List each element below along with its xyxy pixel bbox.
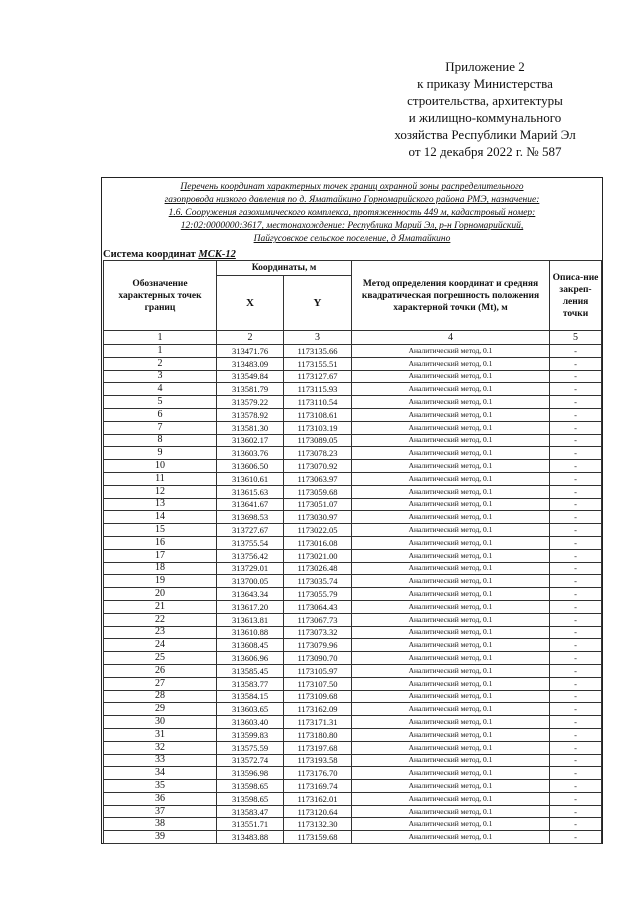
method-cell: Аналитический метод, 0.1 xyxy=(352,345,550,358)
header-line: хозяйства Республики Марий Эл xyxy=(394,127,576,142)
method-cell: Аналитический метод, 0.1 xyxy=(352,472,550,485)
table-row xyxy=(104,524,602,537)
description-cell: - xyxy=(550,511,602,524)
y-cell: 1173070.92 xyxy=(284,460,352,473)
point-cell: 28 xyxy=(104,690,217,703)
method-cell: Аналитический метод, 0.1 xyxy=(352,536,550,549)
x-cell: 313698.53 xyxy=(217,511,284,524)
point-cell: 18 xyxy=(104,562,217,575)
description-cell: - xyxy=(550,780,602,793)
table-row xyxy=(104,652,602,665)
table-row xyxy=(104,549,602,562)
x-cell: 313615.63 xyxy=(217,485,284,498)
header-coords: Координаты, м xyxy=(217,261,352,276)
coordinate-system-label: Система координат xyxy=(103,249,196,260)
y-cell: 1173108.61 xyxy=(284,408,352,421)
point-cell: 26 xyxy=(104,664,217,677)
x-cell: 313585.45 xyxy=(217,664,284,677)
table-row xyxy=(104,600,602,613)
method-cell: Аналитический метод, 0.1 xyxy=(352,485,550,498)
x-cell: 313549.84 xyxy=(217,370,284,383)
method-cell: Аналитический метод, 0.1 xyxy=(352,447,550,460)
table-row xyxy=(104,434,602,447)
point-cell: 24 xyxy=(104,639,217,652)
x-cell: 313596.98 xyxy=(217,767,284,780)
x-cell: 313643.34 xyxy=(217,588,284,601)
x-cell: 313603.40 xyxy=(217,716,284,729)
description-cell: - xyxy=(550,575,602,588)
point-cell: 8 xyxy=(104,434,217,447)
x-cell: 313617.20 xyxy=(217,600,284,613)
point-cell: 2 xyxy=(104,357,217,370)
description-cell: - xyxy=(550,434,602,447)
point-cell: 32 xyxy=(104,741,217,754)
point-cell: 17 xyxy=(104,549,217,562)
description-cell: - xyxy=(550,345,602,358)
point-cell: 16 xyxy=(104,536,217,549)
method-cell: Аналитический метод, 0.1 xyxy=(352,767,550,780)
description-cell: - xyxy=(550,805,602,818)
table-row xyxy=(104,792,602,805)
table-row xyxy=(104,498,602,511)
table-row xyxy=(104,767,602,780)
header-point: Обозначение характерных точек границ xyxy=(104,261,217,331)
x-cell: 313572.74 xyxy=(217,754,284,767)
x-cell: 313583.47 xyxy=(217,805,284,818)
method-cell: Аналитический метод, 0.1 xyxy=(352,562,550,575)
table-row xyxy=(104,805,602,818)
y-cell: 1173063.97 xyxy=(284,472,352,485)
x-cell: 313602.17 xyxy=(217,434,284,447)
description-cell: - xyxy=(550,524,602,537)
table-row xyxy=(104,447,602,460)
method-cell: Аналитический метод, 0.1 xyxy=(352,408,550,421)
x-cell: 313578.92 xyxy=(217,408,284,421)
method-cell: Аналитический метод, 0.1 xyxy=(352,741,550,754)
point-cell: 9 xyxy=(104,447,217,460)
table-row xyxy=(104,357,602,370)
x-cell: 313756.42 xyxy=(217,549,284,562)
method-cell: Аналитический метод, 0.1 xyxy=(352,792,550,805)
header-line: от 12 декабря 2022 г. № 587 xyxy=(408,144,562,159)
table-row xyxy=(104,408,602,421)
description-cell: - xyxy=(550,690,602,703)
point-cell: 3 xyxy=(104,370,217,383)
table-caption xyxy=(108,181,596,246)
point-cell: 13 xyxy=(104,498,217,511)
point-cell: 35 xyxy=(104,780,217,793)
method-cell: Аналитический метод, 0.1 xyxy=(352,639,550,652)
table-row xyxy=(104,664,602,677)
method-cell: Аналитический метод, 0.1 xyxy=(352,370,550,383)
y-cell: 1173162.09 xyxy=(284,703,352,716)
point-cell: 7 xyxy=(104,421,217,434)
table-row xyxy=(104,460,602,473)
table-row xyxy=(104,511,602,524)
description-cell: - xyxy=(550,498,602,511)
x-cell: 313610.61 xyxy=(217,472,284,485)
y-cell: 1173021.00 xyxy=(284,549,352,562)
caption-line: 12:02:0000000:3617, местонахождение: Республика Марий Эл, р-н Горномарийский, xyxy=(180,221,524,231)
y-cell: 1173132.30 xyxy=(284,818,352,831)
x-cell: 313583.77 xyxy=(217,677,284,690)
y-cell: 1173169.74 xyxy=(284,780,352,793)
y-cell: 1173073.32 xyxy=(284,626,352,639)
description-cell: - xyxy=(550,421,602,434)
y-cell: 1173155.51 xyxy=(284,357,352,370)
table-row xyxy=(104,626,602,639)
method-cell: Аналитический метод, 0.1 xyxy=(352,575,550,588)
header-description: Описа-ние закреп-ления точки xyxy=(550,261,602,331)
x-cell: 313755.54 xyxy=(217,536,284,549)
y-cell: 1173089.05 xyxy=(284,434,352,447)
point-cell: 4 xyxy=(104,383,217,396)
point-cell: 19 xyxy=(104,575,217,588)
method-cell: Аналитический метод, 0.1 xyxy=(352,460,550,473)
method-cell: Аналитический метод, 0.1 xyxy=(352,664,550,677)
table-row xyxy=(104,728,602,741)
table-row xyxy=(104,741,602,754)
table-row xyxy=(104,485,602,498)
col-number: 2 xyxy=(217,331,284,345)
table-row xyxy=(104,536,602,549)
x-cell: 313608.45 xyxy=(217,639,284,652)
point-cell: 20 xyxy=(104,588,217,601)
y-cell: 1173051.07 xyxy=(284,498,352,511)
x-cell: 313483.09 xyxy=(217,357,284,370)
header-x: X xyxy=(217,276,284,331)
description-cell: - xyxy=(550,600,602,613)
y-cell: 1173055.79 xyxy=(284,588,352,601)
table-row xyxy=(104,421,602,434)
point-cell: 5 xyxy=(104,396,217,409)
point-cell: 12 xyxy=(104,485,217,498)
point-cell: 38 xyxy=(104,818,217,831)
coordinate-system-value: МСК-12 xyxy=(198,249,236,260)
y-cell: 1173105.97 xyxy=(284,664,352,677)
header-line: и жилищно-коммунального xyxy=(408,110,562,125)
method-cell: Аналитический метод, 0.1 xyxy=(352,818,550,831)
x-cell: 313575.59 xyxy=(217,741,284,754)
table-row xyxy=(104,780,602,793)
method-cell: Аналитический метод, 0.1 xyxy=(352,383,550,396)
y-cell: 1173176.70 xyxy=(284,767,352,780)
description-cell: - xyxy=(550,549,602,562)
header-line: Приложение 2 xyxy=(445,59,525,74)
method-cell: Аналитический метод, 0.1 xyxy=(352,716,550,729)
method-cell: Аналитический метод, 0.1 xyxy=(352,780,550,793)
point-cell: 15 xyxy=(104,524,217,537)
method-cell: Аналитический метод, 0.1 xyxy=(352,690,550,703)
description-cell: - xyxy=(550,588,602,601)
table-row xyxy=(104,396,602,409)
point-cell: 1 xyxy=(104,345,217,358)
x-cell: 313603.76 xyxy=(217,447,284,460)
y-cell: 1173197.68 xyxy=(284,741,352,754)
point-cell: 14 xyxy=(104,511,217,524)
table-row xyxy=(104,703,602,716)
col-number: 1 xyxy=(104,331,217,345)
table-body xyxy=(104,345,602,844)
method-cell: Аналитический метод, 0.1 xyxy=(352,703,550,716)
description-cell: - xyxy=(550,626,602,639)
table-row xyxy=(104,818,602,831)
table-row xyxy=(104,690,602,703)
x-cell: 313598.65 xyxy=(217,780,284,793)
col-number: 4 xyxy=(352,331,550,345)
point-cell: 21 xyxy=(104,600,217,613)
point-cell: 33 xyxy=(104,754,217,767)
caption-line: Пайгусовское сельское поселение, д Яматайкино xyxy=(253,234,451,244)
method-cell: Аналитический метод, 0.1 xyxy=(352,524,550,537)
y-cell: 1173109.68 xyxy=(284,690,352,703)
y-cell: 1173059.68 xyxy=(284,485,352,498)
description-cell: - xyxy=(550,741,602,754)
method-cell: Аналитический метод, 0.1 xyxy=(352,600,550,613)
description-cell: - xyxy=(550,831,602,844)
description-cell: - xyxy=(550,677,602,690)
point-cell: 22 xyxy=(104,613,217,626)
y-cell: 1173107.50 xyxy=(284,677,352,690)
point-cell: 34 xyxy=(104,767,217,780)
table-row xyxy=(104,639,602,652)
method-cell: Аналитический метод, 0.1 xyxy=(352,588,550,601)
caption-line: Перечень координат характерных точек границ охранной зоны распределительного xyxy=(180,182,524,192)
table-row xyxy=(104,472,602,485)
col-number: 3 xyxy=(284,331,352,345)
point-cell: 39 xyxy=(104,831,217,844)
table-row xyxy=(104,370,602,383)
header-line: к приказу Министерства xyxy=(417,76,553,91)
description-cell: - xyxy=(550,792,602,805)
x-cell: 313610.88 xyxy=(217,626,284,639)
method-cell: Аналитический метод, 0.1 xyxy=(352,652,550,665)
coordinates-table xyxy=(103,260,602,844)
x-cell: 313599.83 xyxy=(217,728,284,741)
description-cell: - xyxy=(550,472,602,485)
y-cell: 1173026.48 xyxy=(284,562,352,575)
y-cell: 1173067.73 xyxy=(284,613,352,626)
description-cell: - xyxy=(550,447,602,460)
y-cell: 1173079.96 xyxy=(284,639,352,652)
appendix-header xyxy=(360,58,610,160)
table-row xyxy=(104,562,602,575)
point-cell: 30 xyxy=(104,716,217,729)
description-cell: - xyxy=(550,383,602,396)
point-cell: 37 xyxy=(104,805,217,818)
point-cell: 6 xyxy=(104,408,217,421)
x-cell: 313598.65 xyxy=(217,792,284,805)
col-number: 5 xyxy=(550,331,602,345)
description-cell: - xyxy=(550,754,602,767)
y-cell: 1173078.23 xyxy=(284,447,352,460)
caption-line: 1.6. Сооружения газохимического комплекса, протяженность 449 м, кадастровый номер: xyxy=(168,208,536,218)
table-row xyxy=(104,754,602,767)
x-cell: 313471.76 xyxy=(217,345,284,358)
y-cell: 1173120.64 xyxy=(284,805,352,818)
description-cell: - xyxy=(550,767,602,780)
method-cell: Аналитический метод, 0.1 xyxy=(352,613,550,626)
description-cell: - xyxy=(550,485,602,498)
description-cell: - xyxy=(550,370,602,383)
x-cell: 313606.50 xyxy=(217,460,284,473)
y-cell: 1173035.74 xyxy=(284,575,352,588)
method-cell: Аналитический метод, 0.1 xyxy=(352,805,550,818)
point-cell: 36 xyxy=(104,792,217,805)
y-cell: 1173115.93 xyxy=(284,383,352,396)
description-cell: - xyxy=(550,664,602,677)
table-row xyxy=(104,831,602,844)
method-cell: Аналитический метод, 0.1 xyxy=(352,626,550,639)
description-cell: - xyxy=(550,396,602,409)
coordinate-system xyxy=(103,249,236,260)
y-cell: 1173159.68 xyxy=(284,831,352,844)
y-cell: 1173135.66 xyxy=(284,345,352,358)
description-cell: - xyxy=(550,716,602,729)
table-row xyxy=(104,588,602,601)
description-cell: - xyxy=(550,613,602,626)
method-cell: Аналитический метод, 0.1 xyxy=(352,728,550,741)
method-cell: Аналитический метод, 0.1 xyxy=(352,677,550,690)
method-cell: Аналитический метод, 0.1 xyxy=(352,357,550,370)
point-cell: 11 xyxy=(104,472,217,485)
description-cell: - xyxy=(550,562,602,575)
x-cell: 313641.67 xyxy=(217,498,284,511)
table-row xyxy=(104,613,602,626)
description-cell: - xyxy=(550,639,602,652)
y-cell: 1173110.54 xyxy=(284,396,352,409)
y-cell: 1173016.08 xyxy=(284,536,352,549)
y-cell: 1173127.67 xyxy=(284,370,352,383)
y-cell: 1173180.80 xyxy=(284,728,352,741)
table-row xyxy=(104,383,602,396)
method-cell: Аналитический метод, 0.1 xyxy=(352,831,550,844)
description-cell: - xyxy=(550,408,602,421)
y-cell: 1173064.43 xyxy=(284,600,352,613)
x-cell: 313551.71 xyxy=(217,818,284,831)
method-cell: Аналитический метод, 0.1 xyxy=(352,511,550,524)
header-method: Метод определения координат и средняя квадратическая погрешность положения характерной точки (Mt), м xyxy=(352,261,550,331)
y-cell: 1173103.19 xyxy=(284,421,352,434)
description-cell: - xyxy=(550,703,602,716)
point-cell: 31 xyxy=(104,728,217,741)
y-cell: 1173171.31 xyxy=(284,716,352,729)
description-cell: - xyxy=(550,536,602,549)
table-row xyxy=(104,716,602,729)
x-cell: 313606.96 xyxy=(217,652,284,665)
x-cell: 313579.22 xyxy=(217,396,284,409)
table-row xyxy=(104,345,602,358)
y-cell: 1173090.70 xyxy=(284,652,352,665)
point-cell: 29 xyxy=(104,703,217,716)
x-cell: 313729.01 xyxy=(217,562,284,575)
description-cell: - xyxy=(550,357,602,370)
description-cell: - xyxy=(550,728,602,741)
description-cell: - xyxy=(550,818,602,831)
x-cell: 313727.67 xyxy=(217,524,284,537)
method-cell: Аналитический метод, 0.1 xyxy=(352,498,550,511)
header-line: строительства, архитектуры xyxy=(407,93,563,108)
method-cell: Аналитический метод, 0.1 xyxy=(352,549,550,562)
description-cell: - xyxy=(550,460,602,473)
point-cell: 25 xyxy=(104,652,217,665)
method-cell: Аналитический метод, 0.1 xyxy=(352,396,550,409)
x-cell: 313581.79 xyxy=(217,383,284,396)
table-row xyxy=(104,575,602,588)
description-cell: - xyxy=(550,652,602,665)
method-cell: Аналитический метод, 0.1 xyxy=(352,421,550,434)
point-cell: 27 xyxy=(104,677,217,690)
table-row xyxy=(104,677,602,690)
point-cell: 10 xyxy=(104,460,217,473)
caption-line: газопровода низкого давления по д. Яматайкино Горномарийского района РМЭ, назначение: xyxy=(164,195,540,205)
x-cell: 313581.30 xyxy=(217,421,284,434)
x-cell: 313613.81 xyxy=(217,613,284,626)
header-y: Y xyxy=(284,276,352,331)
y-cell: 1173162.01 xyxy=(284,792,352,805)
x-cell: 313700.05 xyxy=(217,575,284,588)
point-cell: 23 xyxy=(104,626,217,639)
y-cell: 1173022.05 xyxy=(284,524,352,537)
method-cell: Аналитический метод, 0.1 xyxy=(352,754,550,767)
x-cell: 313584.15 xyxy=(217,690,284,703)
y-cell: 1173030.97 xyxy=(284,511,352,524)
y-cell: 1173193.58 xyxy=(284,754,352,767)
method-cell: Аналитический метод, 0.1 xyxy=(352,434,550,447)
x-cell: 313603.65 xyxy=(217,703,284,716)
x-cell: 313483.88 xyxy=(217,831,284,844)
